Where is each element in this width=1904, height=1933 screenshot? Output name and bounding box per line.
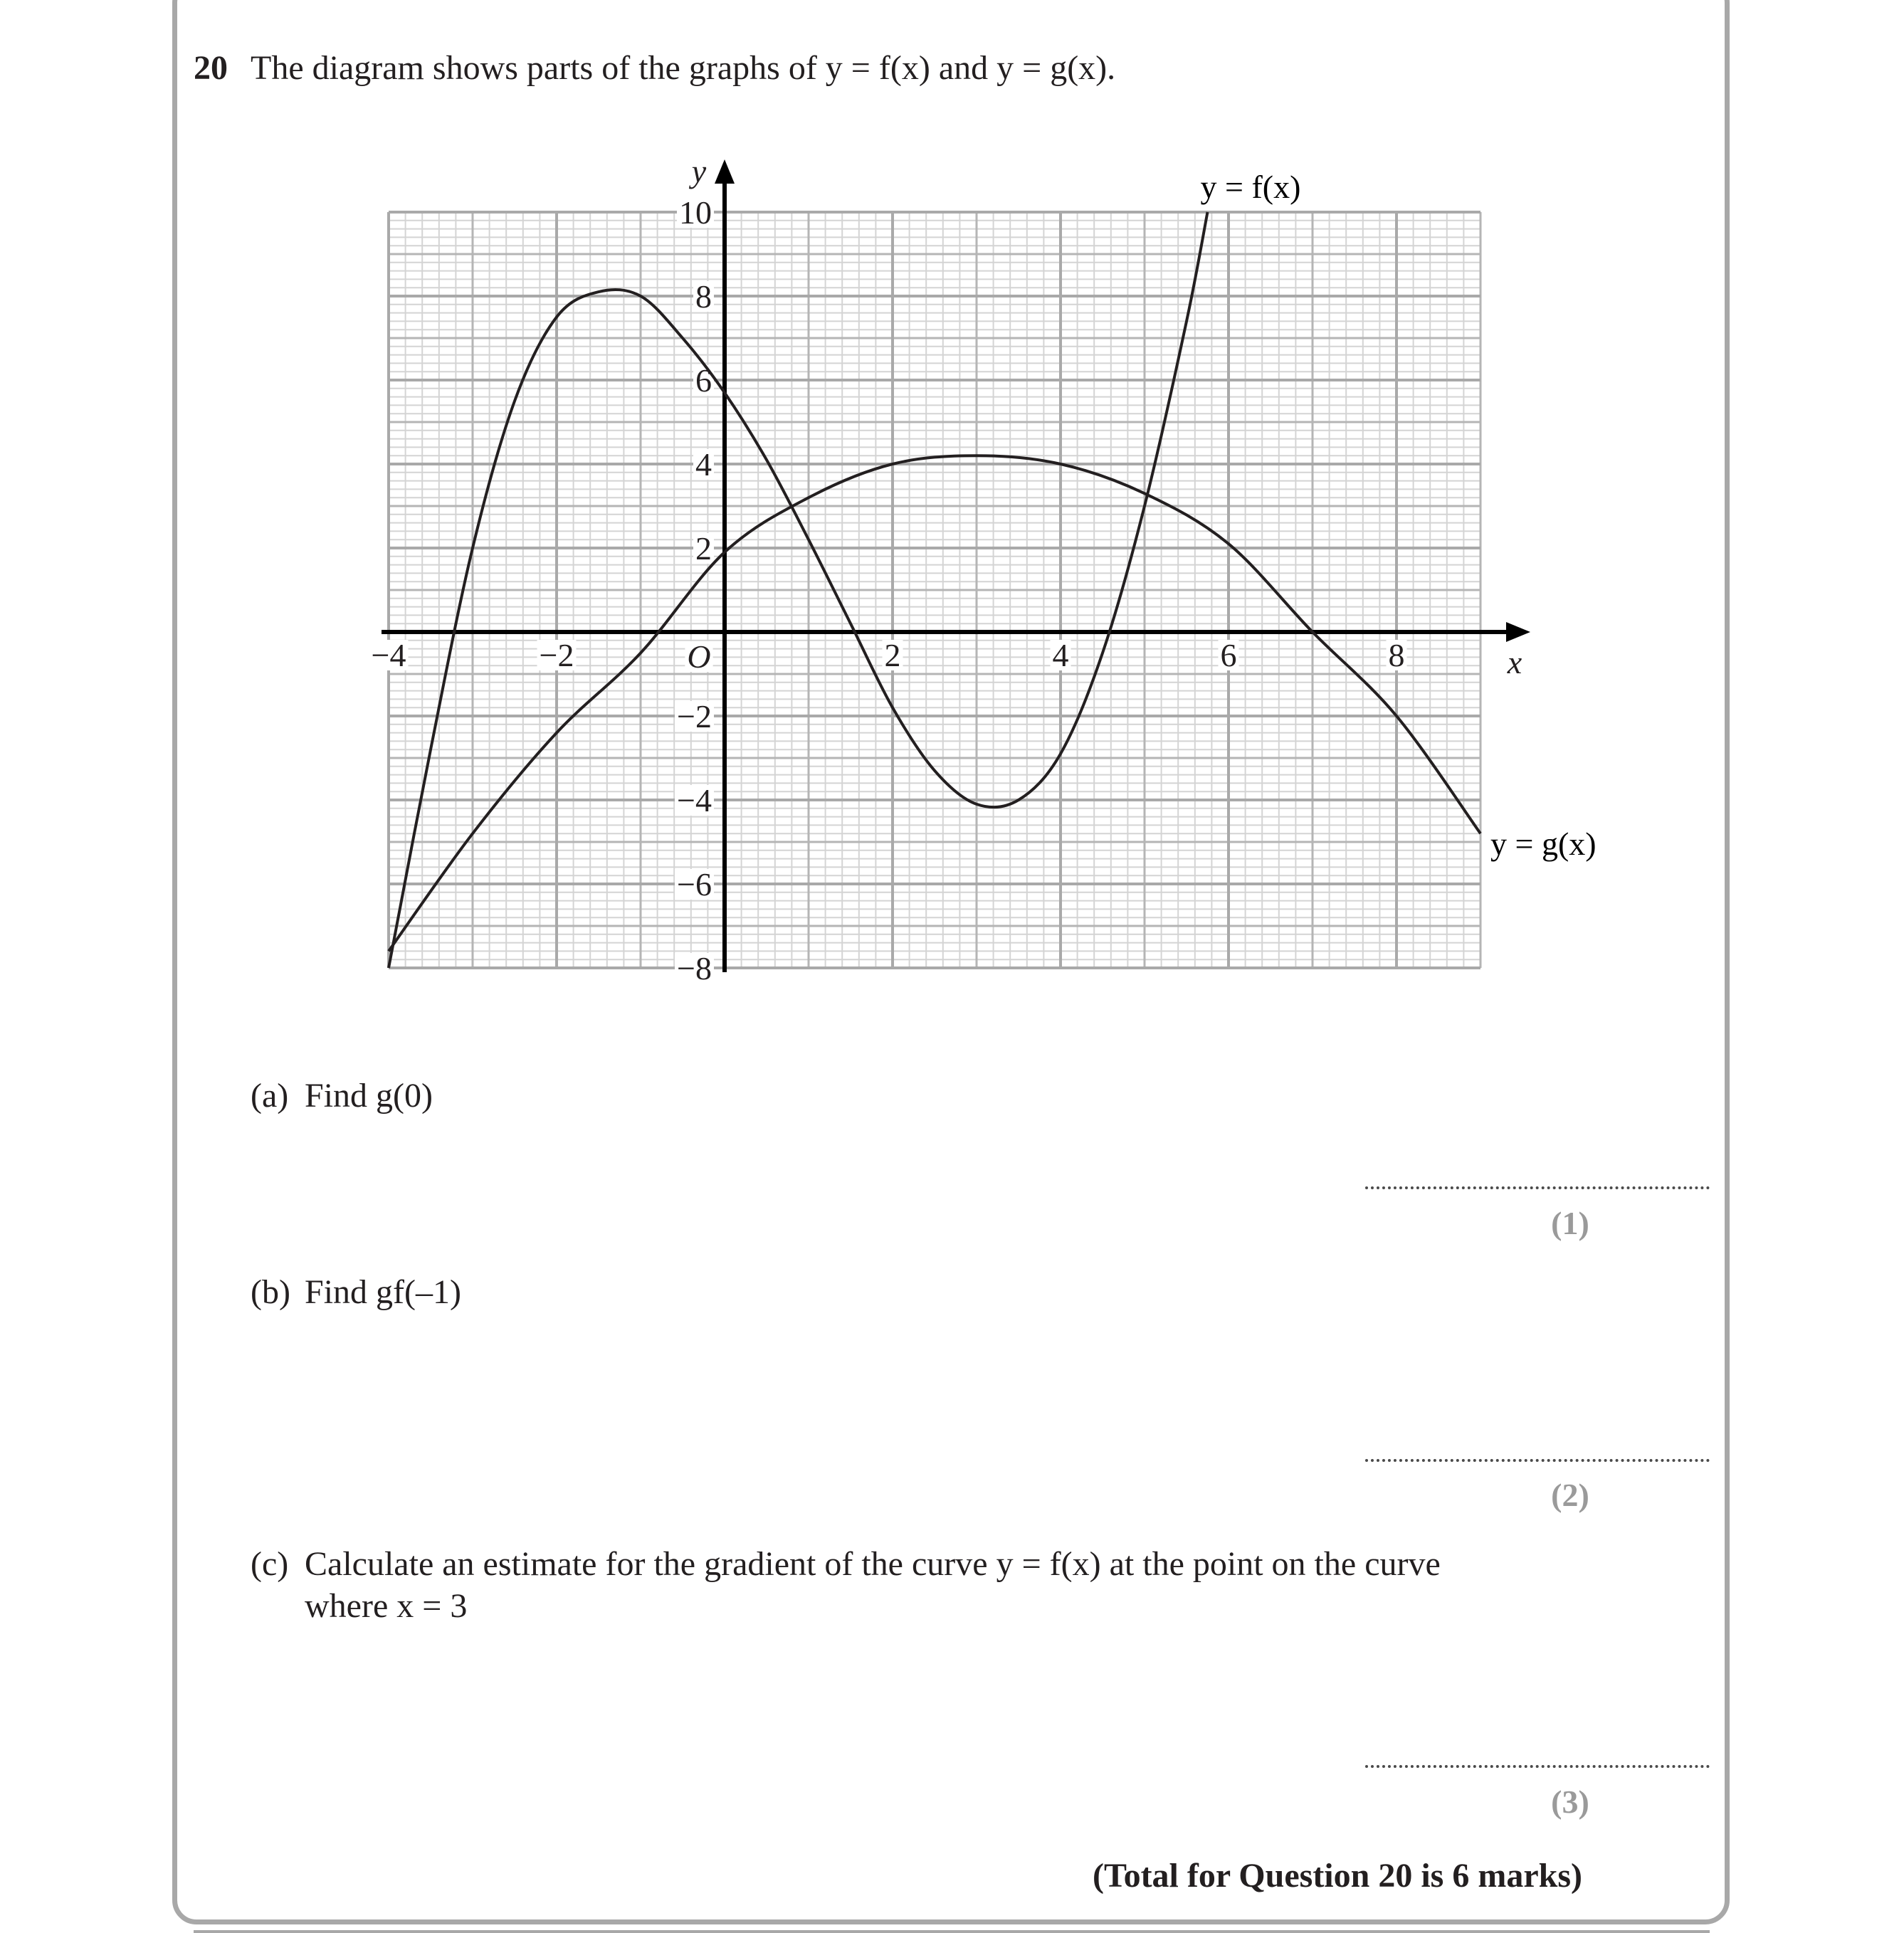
part-a-text: Find g(0): [305, 1077, 433, 1115]
y-axis-label: y: [691, 153, 707, 189]
y-axis-arrow: [715, 159, 735, 184]
part-c-text: Calculate an estimate for the gradient of the curve y = f(x) at the point on the curve: [305, 1545, 1441, 1583]
part-a-label: (a): [251, 1077, 289, 1115]
marks-b: (2): [1551, 1477, 1589, 1513]
total-marks: (Total for Question 20 is 6 marks): [1092, 1857, 1582, 1895]
y-tick-label: −8: [677, 950, 712, 986]
x-tick-label: 8: [1388, 637, 1405, 673]
y-tick-label: 8: [695, 278, 712, 315]
part-b: [251, 1273, 461, 1312]
answer-line-c[interactable]: [1365, 1765, 1710, 1768]
marks-a: (1): [1551, 1205, 1589, 1241]
x-axis-label: x: [1507, 644, 1522, 680]
x-tick-label: 6: [1220, 637, 1237, 673]
part-c-text-line2: where x = 3: [305, 1587, 468, 1625]
x-tick-label: 4: [1052, 637, 1069, 673]
question-text: The diagram shows parts of the graphs of y = f(x) and y = g(x).: [251, 49, 1116, 87]
y-tick-label: 6: [695, 362, 712, 399]
part-b-text: Find gf(–1): [305, 1273, 461, 1311]
y-tick-label: −4: [677, 782, 712, 818]
g-curve: [389, 455, 1480, 951]
y-tick-label: 4: [695, 446, 712, 483]
y-tick-label: −2: [677, 698, 712, 734]
bottom-rule: [194, 1930, 1710, 1933]
marks-c: (3): [1551, 1784, 1589, 1820]
y-tick-label: 2: [695, 530, 712, 567]
g-curve-label: y = g(x): [1490, 826, 1597, 863]
question-number: 20: [194, 49, 228, 87]
x-tick-label: −2: [539, 637, 574, 673]
origin-label: O: [687, 638, 711, 675]
y-tick-label: 10: [679, 194, 712, 231]
answer-line-b[interactable]: [1365, 1459, 1710, 1462]
answer-line-a[interactable]: [1365, 1186, 1710, 1189]
part-a: [251, 1076, 433, 1115]
x-tick-label: 2: [884, 637, 901, 673]
x-tick-label: −4: [371, 637, 406, 673]
f-curve-label: y = f(x): [1200, 169, 1301, 205]
y-tick-label: −6: [677, 866, 712, 902]
part-b-label: (b): [251, 1273, 290, 1311]
part-c: [251, 1544, 1441, 1626]
x-axis-arrow: [1506, 622, 1530, 642]
part-c-label: (c): [251, 1545, 289, 1583]
